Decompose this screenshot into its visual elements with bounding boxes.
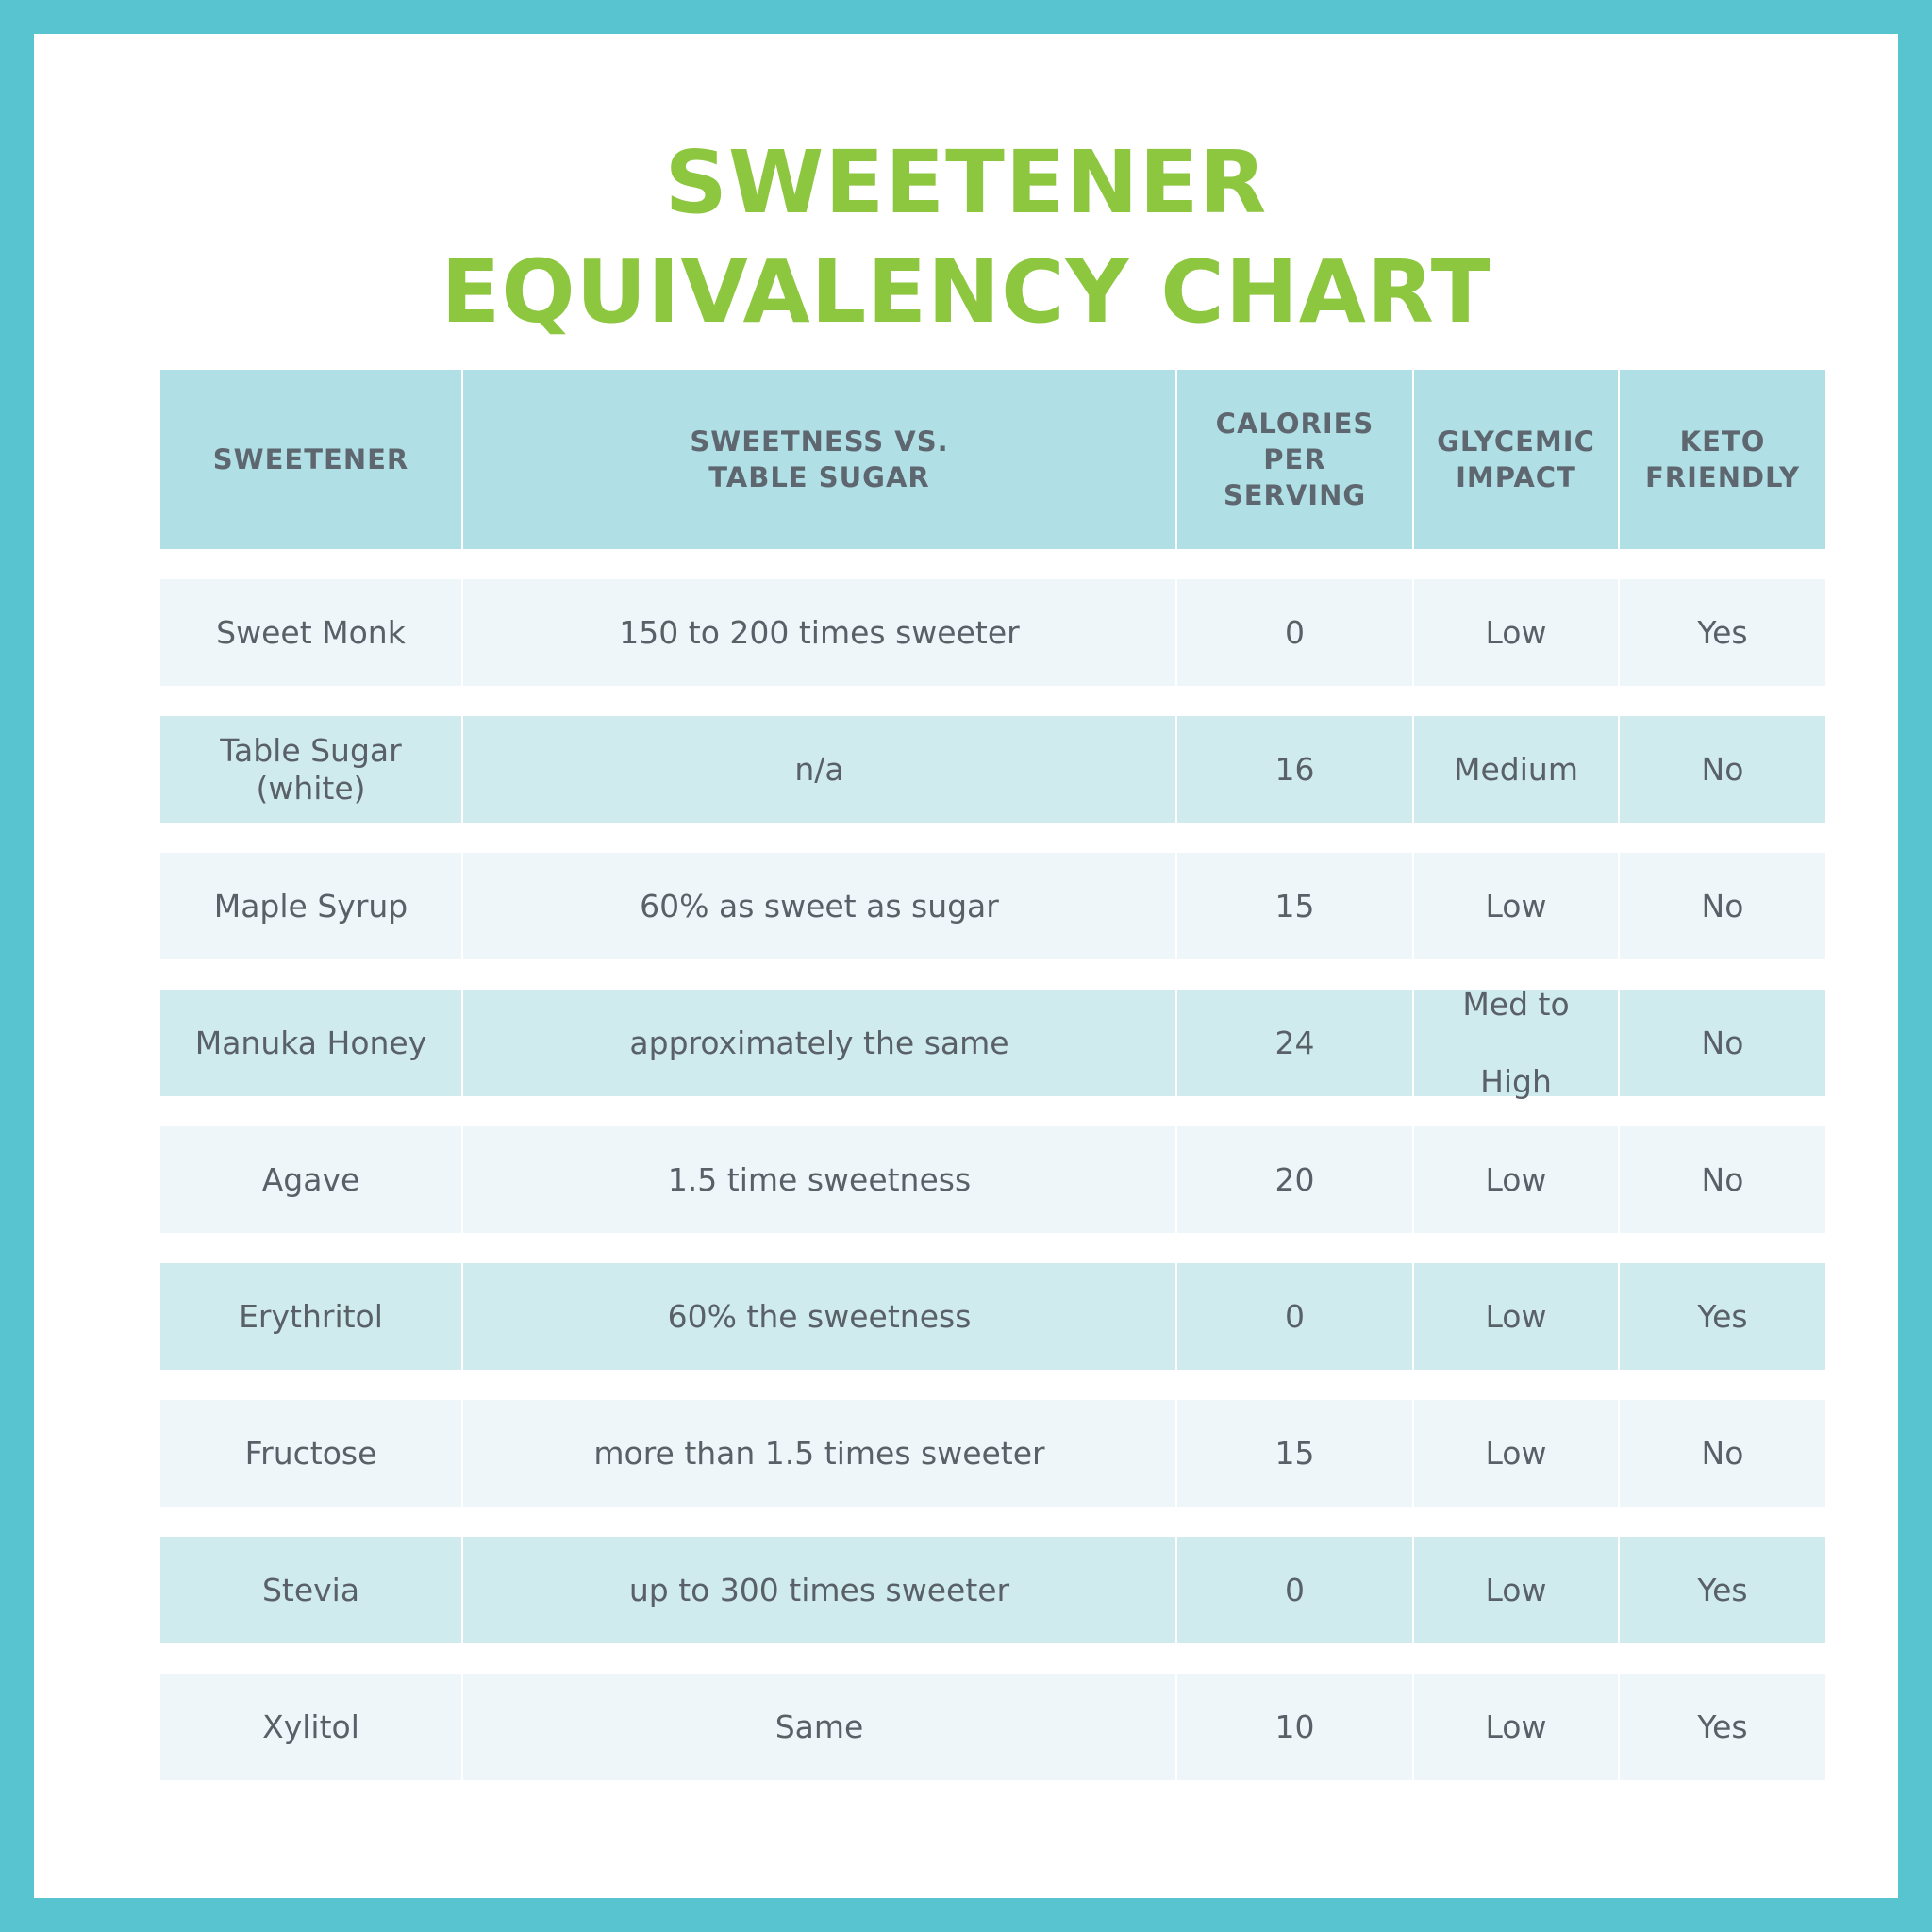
table-row (160, 1674, 1825, 1780)
cell-sweetness: 150 to 200 times sweeter (463, 579, 1177, 686)
cell-calories: 16 (1177, 716, 1414, 823)
cell-sweetener: Fructose (160, 1400, 463, 1507)
table-row (160, 1263, 1825, 1370)
cell-calories: 24 (1177, 990, 1414, 1096)
cell-sweetness: Same (463, 1674, 1177, 1780)
cell-sweetness: more than 1.5 times sweeter (463, 1400, 1177, 1507)
header-keto-friendly: KETO FRIENDLY (1644, 425, 1801, 493)
cell-calories: 10 (1177, 1674, 1414, 1780)
table-header-row (160, 370, 1825, 549)
cell-sweetener: Maple Syrup (160, 853, 463, 959)
cell-keto-friendly: No (1701, 1434, 1744, 1472)
cell-glycemic-impact: Low (1414, 579, 1620, 686)
cell-keto-friendly: Yes (1697, 613, 1748, 651)
cell-keto-friendly: No (1701, 750, 1744, 788)
table-row (160, 716, 1825, 823)
cell-calories: 20 (1177, 1126, 1414, 1233)
cell-sweetness: 60% as sweet as sugar (463, 853, 1177, 959)
cell-keto-friendly: Yes (1697, 1297, 1748, 1335)
header-calories: CALORIES PER SERVING (1177, 370, 1414, 549)
cell-glycemic-impact: Low (1414, 1400, 1620, 1507)
cell-glycemic-impact: Low (1414, 1674, 1620, 1780)
cell-keto-friendly: No (1701, 1024, 1744, 1061)
title-line-1: SWEETENER (664, 132, 1268, 233)
header-sweetness: SWEETNESS VS. TABLE SUGAR (463, 370, 1177, 549)
sweetener-table (160, 370, 1825, 1780)
cell-sweetener: Xylitol (160, 1674, 463, 1780)
cell-glycemic-impact: Medium (1414, 716, 1620, 823)
cell-keto-friendly: Yes (1697, 1707, 1748, 1745)
cell-glycemic-impact: Low (1414, 853, 1620, 959)
header-sweetener: SWEETENER (160, 370, 463, 549)
table-row (160, 579, 1825, 686)
cell-calories: 0 (1177, 1537, 1414, 1643)
cell-glycemic-impact: Low (1414, 1126, 1620, 1233)
page-title (34, 128, 1898, 347)
title-line-2: EQUIVALENCY CHART (441, 242, 1491, 342)
cell-glycemic-impact: Med to High (1414, 990, 1620, 1096)
table-row (160, 853, 1825, 959)
cell-sweetness: approximately the same (463, 990, 1177, 1096)
cell-sweetener: Erythritol (160, 1263, 463, 1370)
cell-sweetener: Table Sugar (white) (160, 716, 463, 823)
cell-keto-friendly: Yes (1697, 1571, 1748, 1608)
cell-sweetener: Manuka Honey (160, 990, 463, 1096)
cell-sweetness: 60% the sweetness (463, 1263, 1177, 1370)
header-glycemic-impact: GLYCEMIC IMPACT (1414, 370, 1620, 549)
table-row (160, 1126, 1825, 1233)
cell-calories: 0 (1177, 1263, 1414, 1370)
cell-calories: 0 (1177, 579, 1414, 686)
table-row (160, 1400, 1825, 1507)
cell-sweetener: Stevia (160, 1537, 463, 1643)
cell-calories: 15 (1177, 1400, 1414, 1507)
table-row (160, 1537, 1825, 1643)
cell-sweetness: up to 300 times sweeter (463, 1537, 1177, 1643)
cell-glycemic-impact: Low (1414, 1537, 1620, 1643)
cell-sweetener: Agave (160, 1126, 463, 1233)
cell-sweetener: Sweet Monk (160, 579, 463, 686)
cell-calories: 15 (1177, 853, 1414, 959)
cell-glycemic-impact: Low (1414, 1263, 1620, 1370)
cell-sweetness: n/a (463, 716, 1177, 823)
cell-sweetness: 1.5 time sweetness (463, 1126, 1177, 1233)
table-row (160, 985, 1825, 1100)
cell-keto-friendly: No (1701, 1160, 1744, 1198)
cell-keto-friendly: No (1701, 887, 1744, 924)
